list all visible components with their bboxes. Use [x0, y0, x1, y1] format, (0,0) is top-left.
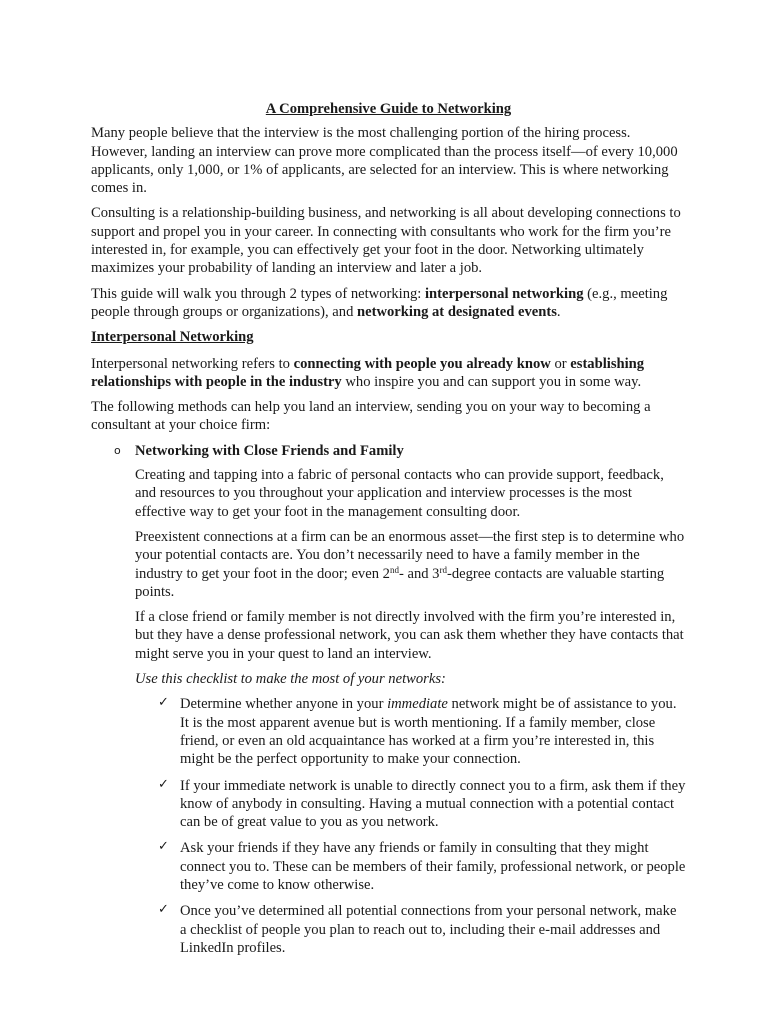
bold-term: interpersonal networking: [425, 285, 584, 302]
bullet-item: [91, 442, 686, 460]
circle-bullet-icon: o: [114, 443, 121, 457]
interpersonal-paragraph: Interpersonal networking refers to connecting with people you already know or establishing relationships with people in the industry who inspire you and can support you in some way.: [91, 355, 645, 390]
bold-term: establishing relationships with people in the industry: [91, 355, 645, 390]
bold-term: connecting with people you already know: [293, 355, 551, 372]
bullet-title: Networking with Close Friends and Family: [135, 442, 404, 459]
document-title: A Comprehensive Guide to Networking: [265, 101, 512, 117]
checkmark-icon: ✓: [158, 902, 169, 918]
guide-paragraph: This guide will walk you through 2 types of networking: interpersonal networking (e.g., meeting people through groups or organizations), and networking at designated events.: [91, 285, 668, 320]
bullet-paragraph: Creating and tapping into a fabric of personal contacts who can provide support, feedback, and resources to you throughout your application and interview processes is the most effective way to get your foot in the management consulting door.: [135, 467, 664, 520]
checklist-item: ✓ If your immediate network is unable to directly connect you to a firm, ask them if they know of anybody in consulting. Having a mutual connection with a potential contact can be of great value to you as you network.: [158, 776, 686, 831]
checklist: [91, 695, 686, 957]
checkmark-icon: ✓: [158, 776, 169, 792]
italic-term: immediate: [387, 696, 448, 713]
intro-paragraph: Many people believe that the interview is the most challenging portion of the hiring process. However, landing an interview can prove more complicated than the process itself—of every 10,000 applicants, only 1,000, or 1% of applicants, are selected for an interview. This is where networking comes in.: [91, 125, 678, 197]
checklist-item: ✓ Determine whether anyone in your immediate network might be of assistance to you. It is the most apparent avenue but is worth mentioning. If a family member, close friend, or even an old acquaintance has worked at a firm you’re interested in, this might be the perfect opportunity to make your connection.: [158, 695, 677, 768]
checklist-item: ✓ Once you’ve determined all potential connections from your personal network, make a checklist of people you plan to reach out to, including their e-mail addresses and LinkedIn profiles.: [158, 902, 677, 956]
intro-paragraph: Consulting is a relationship-building business, and networking is all about developing connections to support and propel you in your career. In connecting with consultants who work for the firm you’re interested in, for example, you can effectively get your foot in the door. Networking ultimately maximizes your probability of landing an interview and later a job.: [91, 205, 681, 277]
close-friend-paragraph: If a close friend or family member is not directly involved with the firm you’re interested in, but they have a dense professional network, you can ask them whether they have contacts that might serve you in your quest to land an interview.: [135, 609, 684, 662]
bold-term: networking at designated events: [357, 303, 557, 320]
preexist-paragraph: Preexistent connections at a firm can be an enormous asset—the first step is to determine who your potential contacts are. You don’t necessarily need to have a family member in the industry to get your foot in the door; even 2nd- and 3rd-degree contacts are valuable starting points.: [135, 528, 685, 600]
methods-paragraph: The following methods can help you land an interview, sending you on your way to becoming a consultant at your choice firm:: [91, 399, 651, 434]
section-heading: Interpersonal Networking: [91, 329, 254, 346]
checkmark-icon: ✓: [158, 839, 169, 855]
checkmark-icon: ✓: [158, 695, 169, 711]
document-page: [91, 100, 686, 965]
checklist-intro: Use this checklist to make the most of your networks:: [135, 671, 446, 688]
bullet-body: [91, 466, 686, 688]
checklist-item: ✓ Ask your friends if they have any friends or family in consulting that they might connect you to. These can be members of their family, professional network, or people they’ve come to know otherwise.: [158, 839, 686, 893]
